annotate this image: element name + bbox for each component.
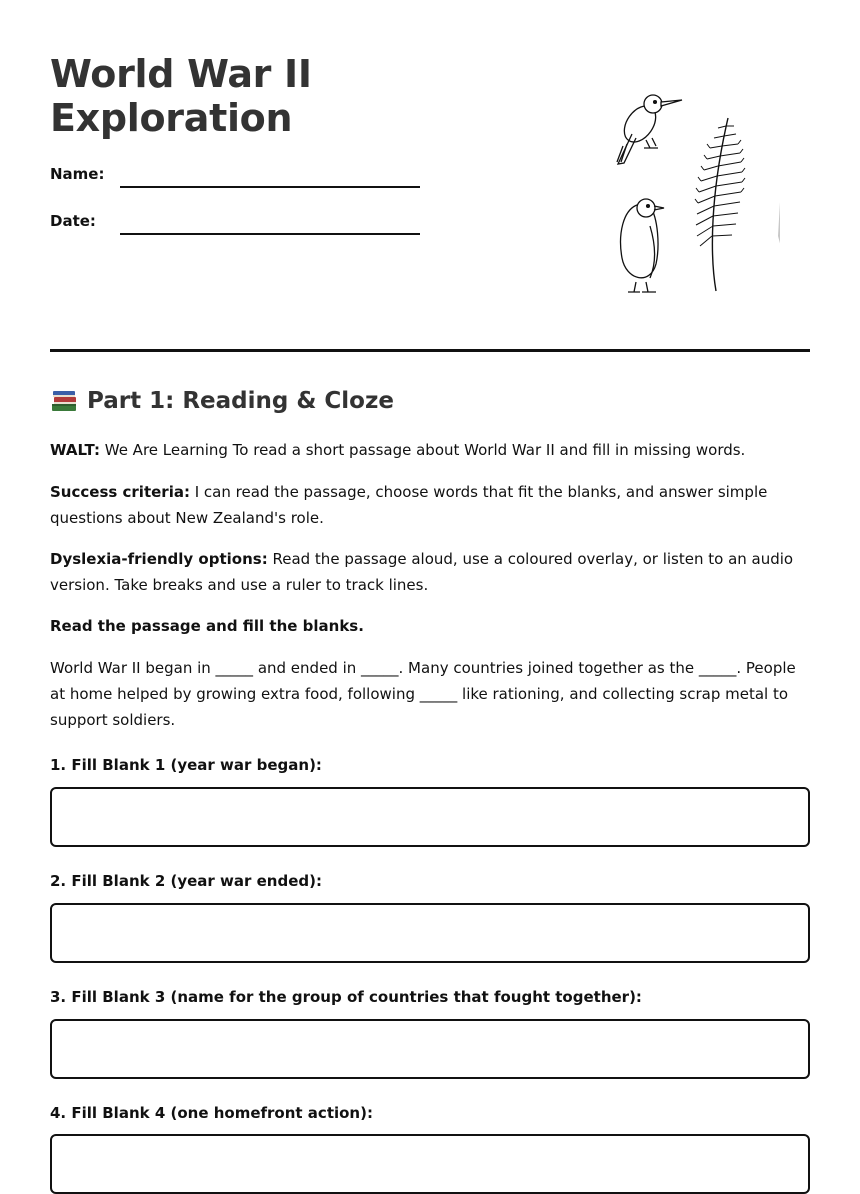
dyslexia-options-paragraph	[50, 546, 810, 598]
part1-heading	[50, 388, 394, 414]
question-4-label: 4. Fill Blank 4 (one homefront action):	[50, 1104, 373, 1122]
date-field[interactable]	[120, 233, 420, 235]
page-title	[50, 52, 312, 140]
walt-text: We Are Learning To read a short passage about World War II and fill in missing words.	[99, 441, 746, 459]
books-icon	[50, 388, 78, 414]
question-1-label: 1. Fill Blank 1 (year war began):	[50, 756, 322, 774]
name-field[interactable]	[120, 186, 420, 188]
date-label: Date:	[50, 212, 96, 230]
fern-icon	[695, 118, 745, 291]
title-line-2: Exploration	[50, 96, 293, 140]
worksheet-page	[50, 0, 810, 1122]
answer-1-input[interactable]	[50, 787, 810, 847]
success-criteria-paragraph	[50, 479, 810, 531]
kingfisher-bird-icon	[617, 95, 682, 164]
success-label: Success criteria:	[50, 483, 190, 501]
header-divider	[50, 349, 810, 352]
title-line-1: World War II	[50, 52, 312, 96]
dyslexia-text: Read the passage aloud, use a coloured overlay, or listen to an audio version. Take breaks and use a ruler to track lines.	[50, 550, 794, 594]
answer-2-input[interactable]	[50, 903, 810, 963]
walt-paragraph	[50, 437, 810, 463]
standing-bird-icon	[621, 199, 664, 292]
answer-4-input[interactable]	[50, 1134, 810, 1194]
instruction-text: Read the passage and fill the blanks.	[50, 617, 364, 635]
question-3-label: 3. Fill Blank 3 (name for the group of countries that fought together):	[50, 988, 642, 1006]
cloze-passage: World War II began in _____ and ended in _____. Many countries joined together as the _____. People at home helped by growing extra food, following _____ like rationing, and collecting scrap metal to support soldiers.	[50, 659, 796, 729]
success-text: I can read the passage, choose words that fit the blanks, and answer simple questions about New Zealand's role.	[50, 483, 768, 527]
question-2-label: 2. Fill Blank 2 (year war ended):	[50, 872, 322, 890]
answer-3-input[interactable]	[50, 1019, 810, 1079]
part1-title: Part 1: Reading & Cloze	[87, 388, 394, 414]
worksheet-header	[50, 0, 810, 352]
nz-illustration	[560, 86, 780, 301]
name-label: Name:	[50, 165, 105, 183]
walt-label: WALT:	[50, 441, 100, 459]
dyslexia-label: Dyslexia-friendly options:	[50, 550, 268, 568]
soldier-silhouette-icon	[778, 180, 780, 294]
